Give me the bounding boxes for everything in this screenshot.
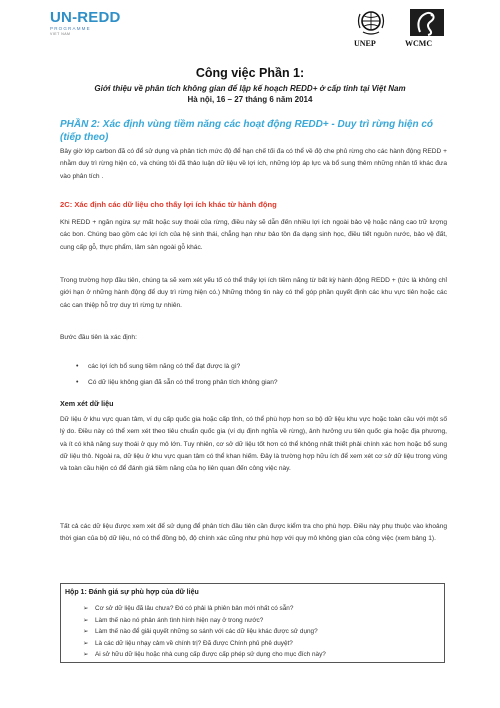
list-item-text: Làm thế nào nó phản ánh tình hình hiện nay ở trong nước?: [95, 616, 264, 624]
un-redd-logo-country: VIET NAM: [50, 32, 71, 36]
page-subtitle: Giới thiệu về phân tích không gian để lập kế hoạch REDD+ ở cấp tỉnh tại Việt Nam: [94, 84, 406, 93]
benefits-paragraph: Khi REDD + ngăn ngừa sự mất hoặc suy thoái của rừng, điều này sẽ dẫn đến nhiều lợi ích ngoài bảo vệ hoặc nâng cao trữ lượng các bon. Chúng bao gồm các lợi ích của hệ sinh thái, chẳng hạn như bảo tồn đa dạng sinh học, điều tiết nguồn nước, bảo vệ đất, cung cấp gỗ, thực phẩm, lâm sản ngoài gỗ khác.: [60, 219, 447, 251]
un-redd-logo: [50, 10, 140, 46]
un-redd-logo-sub: PROGRAMME: [50, 26, 91, 31]
list-item: [83, 603, 438, 615]
un-redd-logo-text: UN-REDD: [50, 9, 121, 26]
list-item: [60, 361, 447, 377]
info-box-list: [83, 603, 438, 661]
info-box: [60, 583, 445, 663]
list-item-text: Làm thế nào để giải quyết những so sánh với các dữ liệu khác được sử dụng?: [95, 628, 318, 635]
unep-emblem-icon: [352, 8, 390, 38]
intro-paragraph: Bây giờ lớp carbon đã có để sử dụng và phân tích mức độ để hạn chế tối đa có thể về độ che phủ rừng cho các hành động REDD + nhằm duy trì rừng hiện có, và chúng tôi đã thảo luận dữ liệu về lợi ích, những lớp áp lực và bổ sung thêm những nhân tố khác đưa vào phân tích .: [60, 148, 447, 180]
list-item-text: Cơ sở dữ liệu đã lâu chưa? Đó có phải là phiên bản mới nhất có sẵn?: [95, 605, 294, 612]
arrow-bullet-icon: ➢: [83, 616, 89, 624]
list-item-text: Có dữ liệu không gian đã sẵn có thể trong phân tích không gian?: [88, 379, 278, 386]
unep-logo-text: UNEP: [354, 39, 376, 48]
list-item: [83, 649, 438, 661]
info-box-title: Hộp 1: Đánh giá sự phù hợp của dữ liệu: [65, 589, 199, 596]
arrow-bullet-icon: ➢: [83, 605, 89, 612]
list-item: [83, 638, 438, 650]
arrow-bullet-icon: ➢: [83, 651, 89, 658]
bullet-dot-icon: •: [76, 363, 79, 370]
list-item-text: các lợi ích bổ sung tiềm năng có thể đạt được là gì?: [88, 363, 241, 370]
first-case-paragraph: Trong trường hợp đầu tiên, chúng ta sẽ xem xét yếu tố có thể thấy lợi ích tiềm năng từ bất kỳ hành động REDD + (tức là không chỉ giới hạn ở những hành động để duy trì rừng hiện có.) Những thông tin này có thể góp phần quyết định các khu vực tiên hoặc các các can thiệp hỗ trợ duy trì rừng tự nhiên.: [60, 277, 447, 309]
all-data-paragraph: Tất cả các dữ liệu được xem xét để sử dụng để phân tích đầu tiên cần được kiểm tra cho phù hợp. Điều này phụ thuộc vào khoảng thời gian của bộ dữ liệu, nó có thể đồng bộ, độ chính xác cũng như phù hợp với quy mô không gian của công việc (xem bảng 1).: [60, 523, 447, 543]
subsection-heading: 2C: Xác định các dữ liệu cho thấy lợi ích khác từ hành động: [60, 200, 277, 209]
bullet-dot-icon: •: [76, 379, 79, 386]
list-item-text: Là các dữ liệu nhạy cảm về chính trị? Đã được Chính phủ phê duyệt?: [95, 639, 293, 647]
first-step-label: Bước đầu tiên là xác định:: [60, 334, 137, 341]
dateline: Hà nội, 16 – 27 tháng 6 năm 2014: [187, 95, 313, 104]
list-item: [83, 626, 438, 638]
list-item: [83, 615, 438, 627]
section-heading: PHẦN 2: Xác định vùng tiềm năng các hoạt động REDD+ - Duy trì rừng hiện có (tiếp theo): [60, 119, 434, 143]
wcmc-logo-text: WCMC: [405, 39, 433, 48]
arrow-bullet-icon: ➢: [83, 639, 89, 647]
bullet-list: [60, 361, 447, 393]
review-heading: Xem xét dữ liệu: [60, 399, 114, 408]
partner-logos: [352, 8, 452, 48]
review-paragraph: Dữ liệu ở khu vực quan tâm, ví dụ cấp quốc gia hoặc cấp tỉnh, có thể phù hợp hơn so bộ dữ liệu khu vực hoặc toàn cầu với một số lý do. Điều này có thể xem xét theo tiêu chuẩn quốc gia (ví dụ định nghĩa về rừng), ảnh hưởng ưu tiên quốc gia hoặc địa phương, và ít có khả năng suy thoái ở quy mô lớn. Tuy nhiên, cơ sở dữ liệu tốt hơn có thể không nhất thiết phải chính xác hơn hoặc bổ sung dữ liệu thô. Ngoài ra, dữ liệu ở khu vực quan tâm có thể khan hiếm. Đây là trường hợp hữu ích để xem xét cơ sở dữ liệu trong vùng và toàn cầu hiện có để đánh giá tiềm năng của họ liên quan đến công việc này.: [60, 416, 447, 473]
list-item-text: Ai sở hữu dữ liệu hoặc nhà cung cấp được cấp phép sử dụng cho mục đích này?: [95, 651, 326, 658]
page-title: Công việc Phần 1:: [195, 66, 305, 80]
list-item: [60, 377, 447, 393]
arrow-bullet-icon: ➢: [83, 628, 89, 635]
wcmc-emblem-icon: [408, 8, 446, 38]
